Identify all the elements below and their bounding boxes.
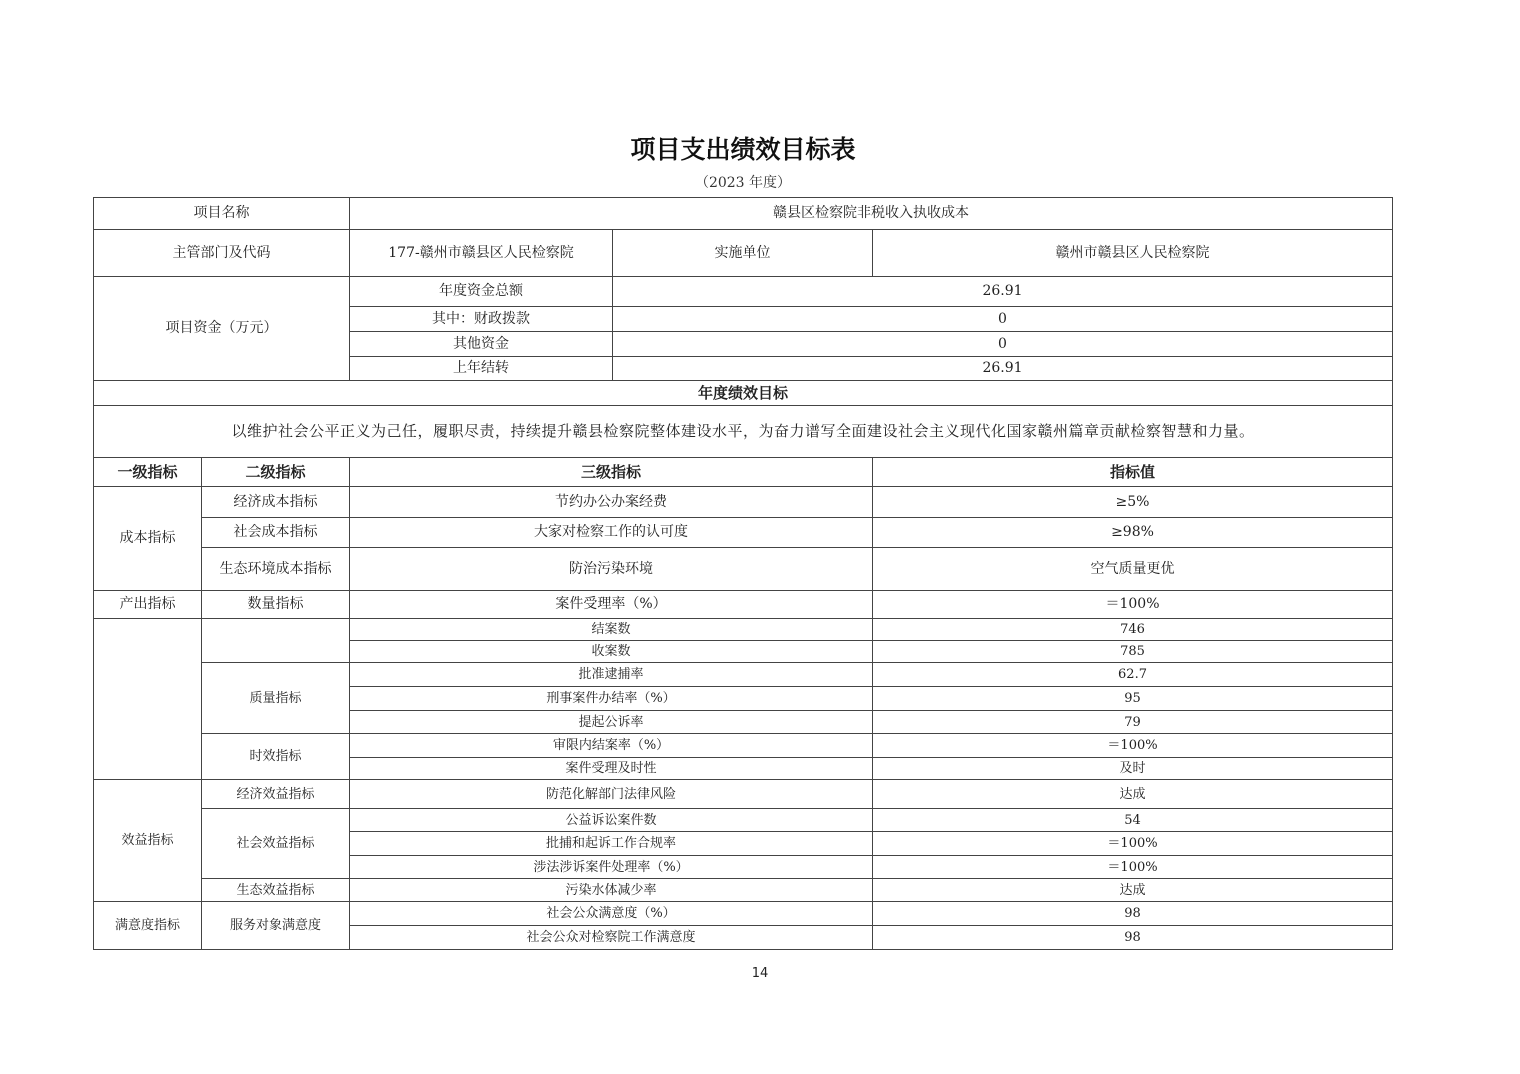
table-row — [94, 734, 1393, 758]
table-row — [94, 487, 1393, 518]
table-row — [94, 198, 1393, 230]
table-row — [94, 879, 1393, 902]
indicator-value: 95 — [873, 687, 1393, 711]
indicator-name: 社会公众满意度（%） — [350, 902, 873, 926]
level1-benefit: 效益指标 — [94, 780, 202, 902]
level2-timeliness: 时效指标 — [202, 734, 350, 780]
impl-label: 实施单位 — [613, 230, 873, 277]
indicator-name: 节约办公办案经费 — [350, 487, 873, 518]
indicator-name: 结案数 — [350, 619, 873, 641]
level2-eco-cost: 生态环境成本指标 — [202, 548, 350, 591]
level2-econ-benefit: 经济效益指标 — [202, 780, 350, 809]
indicator-name: 防治污染环境 — [350, 548, 873, 591]
impl-value: 赣州市赣县区人民检察院 — [873, 230, 1393, 277]
fund-row-label: 其中：财政拨款 — [350, 307, 613, 332]
funds-label: 项目资金（万元） — [94, 277, 350, 381]
indicator-value: ≥5% — [873, 487, 1393, 518]
level1-satisfaction: 满意度指标 — [94, 902, 202, 950]
performance-table — [93, 197, 1393, 950]
fund-row-value: 0 — [613, 332, 1393, 357]
indicator-value: ＝100% — [873, 856, 1393, 879]
level2-econ-cost: 经济成本指标 — [202, 487, 350, 518]
indicator-value: 达成 — [873, 780, 1393, 809]
fund-row-value: 0 — [613, 307, 1393, 332]
level3-header: 三级指标 — [350, 458, 873, 487]
project-name-label: 项目名称 — [94, 198, 350, 230]
indicator-name: 社会公众对检察院工作满意度 — [350, 926, 873, 950]
indicator-name: 涉法涉诉案件处理率（%） — [350, 856, 873, 879]
indicator-value: ＝100% — [873, 832, 1393, 856]
level2-blank — [202, 619, 350, 663]
indicator-name: 提起公诉率 — [350, 711, 873, 734]
indicator-name: 审限内结案率（%） — [350, 734, 873, 758]
fund-row-label: 上年结转 — [350, 357, 613, 381]
project-name-value: 赣县区检察院非税收入执收成本 — [350, 198, 1393, 230]
level2-service-satisfaction: 服务对象满意度 — [202, 902, 350, 950]
table-row — [94, 619, 1393, 641]
indicator-name: 防范化解部门法律风险 — [350, 780, 873, 809]
indicator-value: ＝100% — [873, 734, 1393, 758]
table-row — [94, 381, 1393, 406]
level1-cost: 成本指标 — [94, 487, 202, 591]
table-row — [94, 809, 1393, 832]
level2-quantity: 数量指标 — [202, 591, 350, 619]
year-subtitle: （2023 年度） — [694, 175, 792, 191]
indicator-name: 案件受理率（%） — [350, 591, 873, 619]
indicator-name: 污染水体减少率 — [350, 879, 873, 902]
table-row — [94, 518, 1393, 548]
table-row — [94, 591, 1393, 619]
level2-social-cost: 社会成本指标 — [202, 518, 350, 548]
indicator-name: 收案数 — [350, 641, 873, 663]
page-number: 14 — [751, 966, 769, 981]
level2-header: 二级指标 — [202, 458, 350, 487]
table-row — [94, 230, 1393, 277]
fund-row-value: 26.91 — [613, 357, 1393, 381]
level1-blank — [94, 619, 202, 780]
annual-goal-label: 年度绩效目标 — [94, 381, 1393, 406]
indicator-value: 98 — [873, 902, 1393, 926]
level2-eco-benefit: 生态效益指标 — [202, 879, 350, 902]
indicator-value: 785 — [873, 641, 1393, 663]
level2-quality: 质量指标 — [202, 663, 350, 734]
indicator-name: 批捕和起诉工作合规率 — [350, 832, 873, 856]
indicator-name: 案件受理及时性 — [350, 758, 873, 780]
table-row — [94, 548, 1393, 591]
table-row — [94, 458, 1393, 487]
indicator-value: 54 — [873, 809, 1393, 832]
value-header: 指标值 — [873, 458, 1393, 487]
level1-output: 产出指标 — [94, 591, 202, 619]
table-row — [94, 277, 1393, 307]
indicator-value: 746 — [873, 619, 1393, 641]
fund-row-label: 其他资金 — [350, 332, 613, 357]
indicator-name: 公益诉讼案件数 — [350, 809, 873, 832]
indicator-value: 达成 — [873, 879, 1393, 902]
indicator-value: 79 — [873, 711, 1393, 734]
indicator-value: 62.7 — [873, 663, 1393, 687]
indicator-value: ＝100% — [873, 591, 1393, 619]
dept-label: 主管部门及代码 — [94, 230, 350, 277]
table-row — [94, 663, 1393, 687]
indicator-value: 98 — [873, 926, 1393, 950]
fund-row-label: 年度资金总额 — [350, 277, 613, 307]
annual-goal-text: 以维护社会公平正义为己任，履职尽责，持续提升赣县检察院整体建设水平，为奋力谱写全面建设社会主义现代化国家赣州篇章贡献检察智慧和力量。 — [94, 406, 1393, 458]
level2-social-benefit: 社会效益指标 — [202, 809, 350, 879]
indicator-name: 刑事案件办结率（%） — [350, 687, 873, 711]
fund-row-value: 26.91 — [613, 277, 1393, 307]
indicator-value: 空气质量更优 — [873, 548, 1393, 591]
page-title: 项目支出绩效目标表 — [630, 135, 856, 164]
dept-value: 177-赣州市赣县区人民检察院 — [350, 230, 613, 277]
table-row — [94, 902, 1393, 926]
indicator-name: 批准逮捕率 — [350, 663, 873, 687]
table-row — [94, 406, 1393, 458]
level1-header: 一级指标 — [94, 458, 202, 487]
indicator-name: 大家对检察工作的认可度 — [350, 518, 873, 548]
indicator-value: 及时 — [873, 758, 1393, 780]
indicator-value: ≥98% — [873, 518, 1393, 548]
table-row — [94, 780, 1393, 809]
